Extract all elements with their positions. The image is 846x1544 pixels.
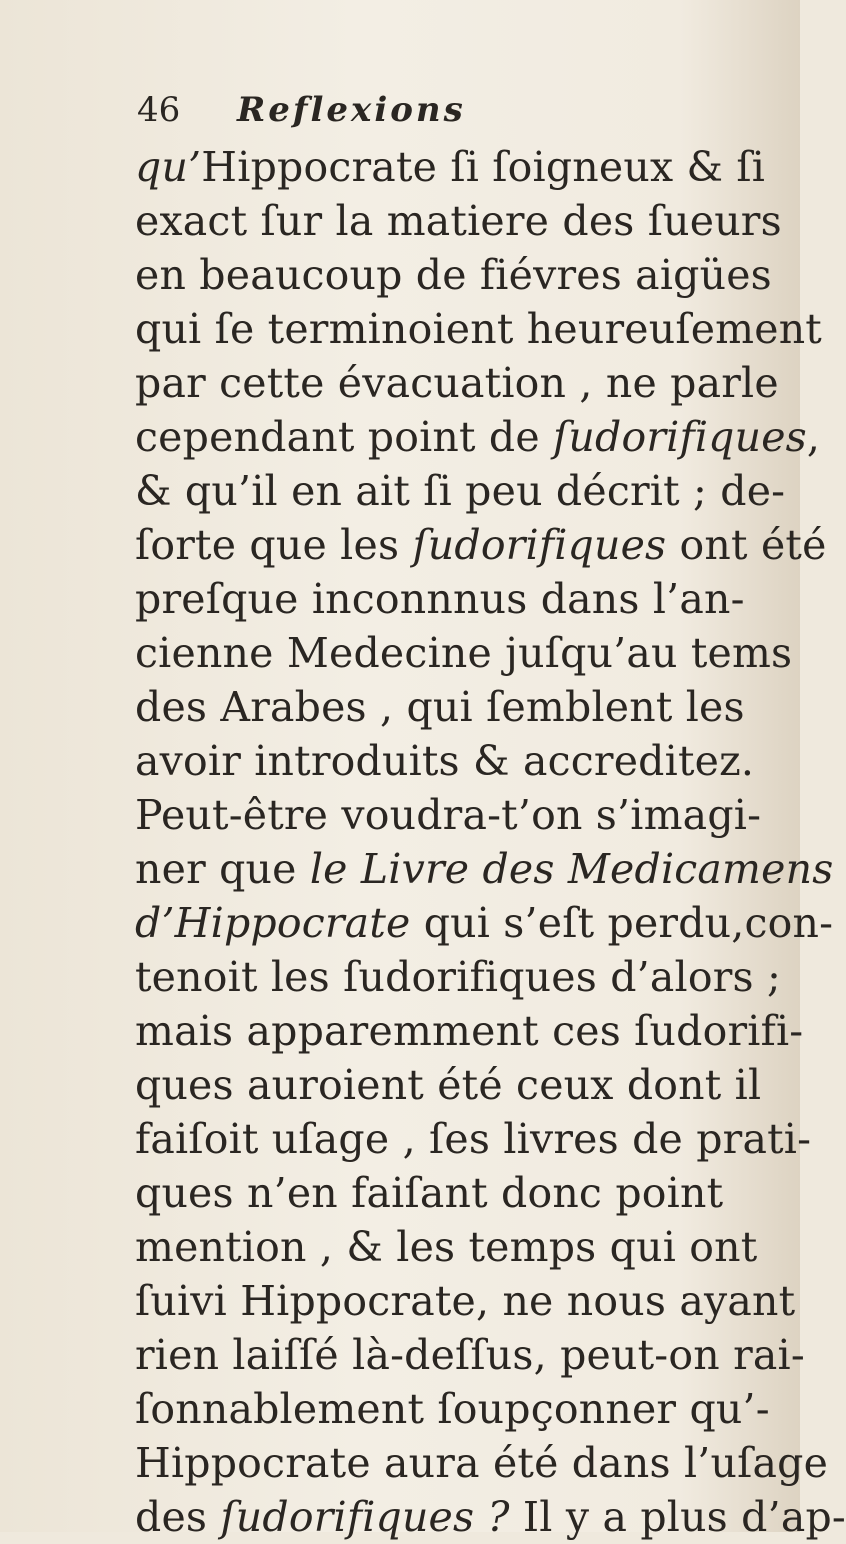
text-line [135, 1274, 796, 1328]
text-segment: des Arabes , qui ſemblent les [135, 683, 745, 731]
text-line [135, 248, 785, 302]
text-segment: ſonnablement ſoupçonner qu’- [135, 1385, 770, 1433]
text-segment: ſi ſoigneux & ſi [437, 143, 766, 191]
text-line [135, 140, 785, 194]
text-segment: ques n’en faiſant donc point [135, 1169, 724, 1217]
text-line [135, 464, 785, 518]
text-line [135, 734, 785, 788]
text-segment: en beaucoup de fiévres aigües [135, 251, 772, 299]
text-segment: cependant point de [135, 413, 554, 461]
text-segment: Hippocrate [201, 143, 438, 191]
text-segment: exact ſur la matiere des ſueurs [135, 197, 782, 245]
text-line [135, 1220, 785, 1274]
text-segment: Il y a plus d’ap- [509, 1493, 846, 1541]
page-number: 46 [137, 90, 181, 130]
text-line [135, 1382, 785, 1436]
text-line [135, 194, 785, 248]
italic-segment: qu’ [135, 143, 202, 191]
text-segment: rien laiſſé là-deſſus, peut-on rai- [135, 1331, 805, 1379]
text-segment: des [135, 1493, 221, 1541]
text-segment: ques auroient été ceux dont il [135, 1061, 762, 1109]
text-segment: ont été [666, 521, 827, 569]
running-title: Reflexions [237, 90, 466, 130]
text-line [135, 896, 834, 950]
page-header [137, 90, 657, 146]
text-line [135, 950, 785, 1004]
text-segment: mention , & les temps qui ont [135, 1223, 758, 1271]
text-segment: qui s’eſt perdu,con- [410, 899, 834, 947]
italic-segment: ſudorifiques [412, 521, 667, 569]
text-line [135, 302, 822, 356]
text-segment: Hippocrate aura été dans l’uſage [135, 1439, 829, 1487]
text-line [135, 572, 785, 626]
text-line [135, 518, 827, 572]
text-line [135, 1004, 804, 1058]
text-segment: qui ſe terminoient heureuſement [135, 305, 822, 353]
italic-segment: d’Hippocrate [135, 899, 411, 947]
text-segment: par cette évacuation , ne parle [135, 359, 779, 407]
text-line [135, 1490, 846, 1544]
text-line [135, 1166, 785, 1220]
text-segment: & qu’il en ait ſi peu décrit ; de- [135, 467, 786, 515]
text-line [135, 680, 785, 734]
text-segment: preſque inconnnus dans l’an- [135, 575, 745, 623]
text-line [135, 1328, 805, 1382]
text-line [135, 788, 785, 842]
text-segment: mais apparemment ces ſudorifi- [135, 1007, 804, 1055]
body-text [135, 140, 846, 1544]
text-segment: Peut-être voudra-t’on s’imagi- [135, 791, 762, 839]
text-line [135, 1436, 829, 1490]
text-segment: ſuivi Hippocrate, ne nous ayant [135, 1277, 796, 1325]
text-segment: tenoit les ſudorifiques d’alors ; [135, 953, 782, 1001]
text-line [135, 410, 821, 464]
italic-segment: ſudorifiques [553, 413, 807, 461]
text-line [135, 1058, 785, 1112]
text-line [135, 356, 785, 410]
italic-segment: ſudorifiques ? [220, 1493, 510, 1541]
text-segment: ner que [135, 845, 310, 893]
text-segment: ſorte que les [135, 521, 413, 569]
text-segment: avoir introduits & accreditez. [135, 737, 755, 785]
italic-segment: le Livre des Medicamens [309, 845, 834, 893]
text-segment: cienne Medecine juſqu’au tems [135, 629, 793, 677]
text-line [135, 1112, 812, 1166]
text-segment: faiſoit uſage , ſes livres de prati- [135, 1115, 812, 1163]
text-segment: , [806, 413, 821, 461]
text-line [135, 626, 793, 680]
text-line [135, 842, 834, 896]
